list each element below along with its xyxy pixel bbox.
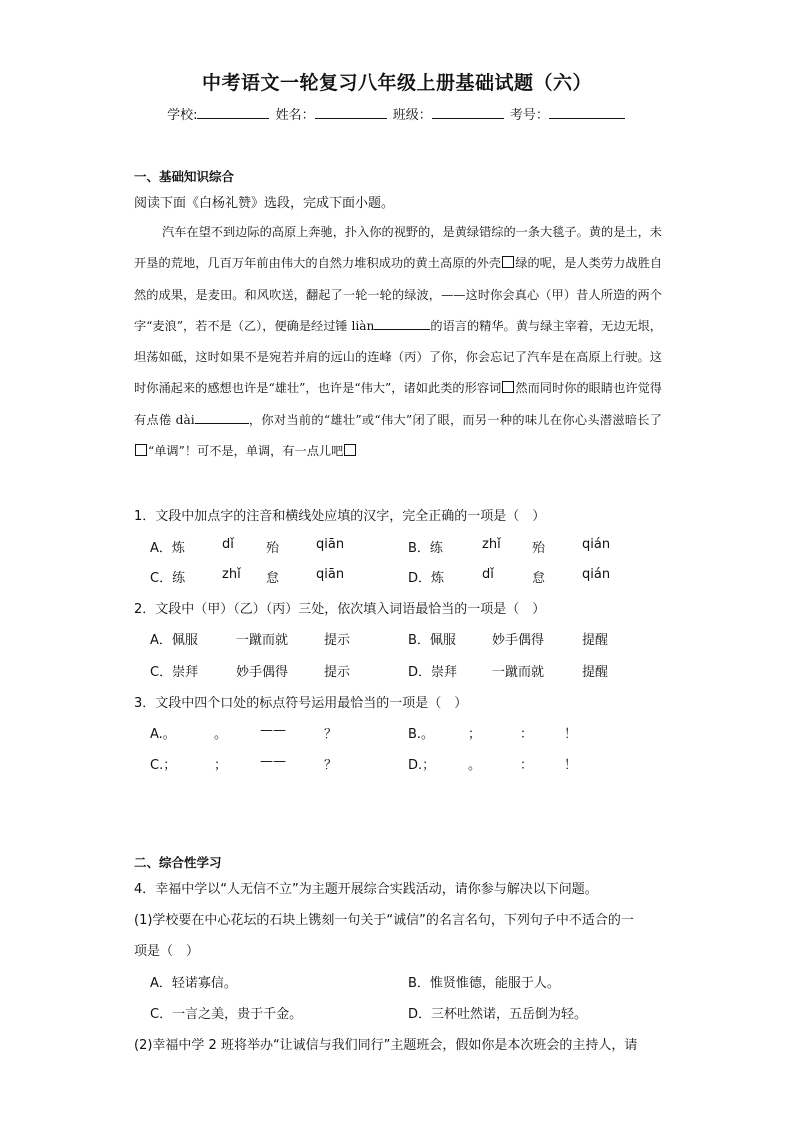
option-c-1[interactable]: C．练 <box>150 571 186 586</box>
passage-text-4: 然而同时你的眼睛也许觉得有点倦 dài <box>134 381 662 427</box>
option-c-2: ； <box>214 758 228 773</box>
option-a-2: 。 <box>214 727 228 742</box>
option-d-3: ： <box>520 758 534 773</box>
option-d-4: ！ <box>564 758 578 773</box>
option-b-2: 妙手偶得 <box>492 633 545 648</box>
option-c-2: 妙手偶得 <box>236 665 289 680</box>
option-d-1[interactable]: D．崇拜 <box>408 665 458 680</box>
option-d-2: dǐ <box>482 567 494 582</box>
option-c-1[interactable]: C．崇拜 <box>150 665 199 680</box>
question-4-1-stem-b: 项是（ ） <box>134 944 200 959</box>
name-label: 姓名： <box>275 108 315 123</box>
section-heading-basic: 一、基础知识综合 <box>134 169 235 184</box>
option-b-2: ； <box>468 727 482 742</box>
option-d-3: 怠 <box>532 571 546 586</box>
option-a-1[interactable]: A．佩服 <box>150 633 198 648</box>
school-label: 学校: <box>167 108 198 123</box>
option-b-3: ： <box>520 727 534 742</box>
school-blank[interactable] <box>197 106 269 119</box>
number-label: 考号： <box>509 108 549 123</box>
option-d[interactable]: D．三杯吐然诺，五岳倒为轻。 <box>408 1007 588 1022</box>
option-a-3: 殆 <box>266 541 280 556</box>
class-label: 班级： <box>392 108 432 123</box>
option-d-2: 。 <box>468 758 482 773</box>
option-a-3: 提示 <box>324 633 351 648</box>
section-intro: 阅读下面《白杨礼赞》选段，完成下面小题。 <box>134 196 395 211</box>
option-b-1[interactable]: B.。 <box>408 727 435 742</box>
blank-box <box>502 381 514 393</box>
fill-blank[interactable] <box>195 411 249 424</box>
blank-box <box>135 444 147 456</box>
class-blank[interactable] <box>432 106 504 119</box>
option-b-1[interactable]: B．练 <box>408 541 443 556</box>
option-a-4: ？ <box>324 727 338 742</box>
page-title: 中考语文一轮复习八年级上册基础试题（六） <box>201 72 592 94</box>
question-2-stem: 2．文段中（甲）（乙）（丙）三处，依次填入词语最恰当的一项是（ ） <box>134 602 546 617</box>
passage-text-3: 的语言的精华。黄与绿主宰着，无边无垠，坦荡如砥，这时如果不是宛若并肩的远山的连峰（丙）了你，你会忘记了汽车是在高原上行驶。这时你涌起来的感想也许是“雄壮”，也许是“伟大”，诸如此类的形容词 <box>134 318 662 396</box>
student-info-line <box>0 104 794 123</box>
blank-box <box>502 256 514 268</box>
option-d-1[interactable]: D.； <box>408 758 436 773</box>
option-a[interactable]: A．轻诺寡信。 <box>150 976 237 991</box>
option-c-2: zhǐ <box>222 567 241 582</box>
option-c-3: —— <box>260 754 286 769</box>
number-blank[interactable] <box>549 106 625 119</box>
option-a-1[interactable]: A．炼 <box>150 541 185 556</box>
option-d-4: qián <box>582 567 611 582</box>
option-c-4: ？ <box>324 758 338 773</box>
question-3-stem: 3．文段中四个口处的标点符号运用最恰当的一项是（ ） <box>134 696 468 711</box>
option-a-2: dǐ <box>222 537 234 552</box>
option-b[interactable]: B．惟贤惟德，能服于人。 <box>408 976 560 991</box>
option-c-1[interactable]: C.； <box>150 758 177 773</box>
option-b-4: ！ <box>564 727 578 742</box>
question-1-stem: 1．文段中加点字的注音和横线处应填的汉字，完全正确的一项是（ ） <box>134 509 546 524</box>
option-b-1[interactable]: B．佩服 <box>408 633 456 648</box>
passage-text-6: “单调”！可不是，单调，有一点儿吧 <box>148 444 344 459</box>
option-a-4: qiān <box>316 537 345 552</box>
option-a-3: —— <box>260 723 286 738</box>
section-heading-comprehensive: 二、综合性学习 <box>134 855 222 870</box>
option-d-2: 一蹴而就 <box>492 665 545 680</box>
option-c-3: 提示 <box>324 665 351 680</box>
option-a-1[interactable]: A.。 <box>150 727 176 742</box>
question-4-1-stem-a: (1)学校要在中心花坛的石块上镌刻一句关于“诚信”的名言名句，下列句子中不适合的一 <box>134 913 634 928</box>
option-c-3: 怠 <box>266 571 280 586</box>
passage-text-2: 绿的呢，是人类劳力战胜自然的成果，是麦田。和风吹送，翻起了一轮一轮的绿波，——这时你会真心（甲）昔人所造的两个字“麦浪”，若不是（乙），便确是经过锤 liàn <box>134 256 663 333</box>
name-blank[interactable] <box>315 106 387 119</box>
fill-blank[interactable] <box>374 317 430 330</box>
option-a-2: 一蹴而就 <box>236 633 289 648</box>
blank-box <box>344 444 356 456</box>
option-b-2: zhǐ <box>482 537 501 552</box>
option-d-1[interactable]: D．炼 <box>408 571 445 586</box>
option-c-4: qiān <box>316 567 345 582</box>
option-b-3: 殆 <box>532 541 546 556</box>
option-b-3: 提醒 <box>582 633 609 648</box>
passage <box>134 217 662 467</box>
option-d-3: 提醒 <box>582 665 609 680</box>
option-c[interactable]: C．一言之美，贵于千金。 <box>150 1007 303 1022</box>
question-4-2-stem: (2)幸福中学 2 班将举办“让诚信与我们同行”主题班会，假如你是本次班会的主持人，请 <box>134 1038 638 1053</box>
question-4-stem: 4．幸福中学以“人无信不立”为主题开展综合实践活动，请你参与解决以下问题。 <box>134 882 598 897</box>
option-b-4: qián <box>582 537 611 552</box>
passage-text-1: 汽车在望不到边际的高原上奔驰，扑入你的视野的，是黄绿错综的一条大毯子。黄的是土，未开垦的荒地，几百万年前由伟大的自然力堆积成功的黄土高原的外壳 <box>134 225 662 271</box>
passage-text-5: ，你对当前的“雄壮”或“伟大”闭了眼，而另一种的味儿在你心头潜滋暗长了 <box>248 412 662 427</box>
